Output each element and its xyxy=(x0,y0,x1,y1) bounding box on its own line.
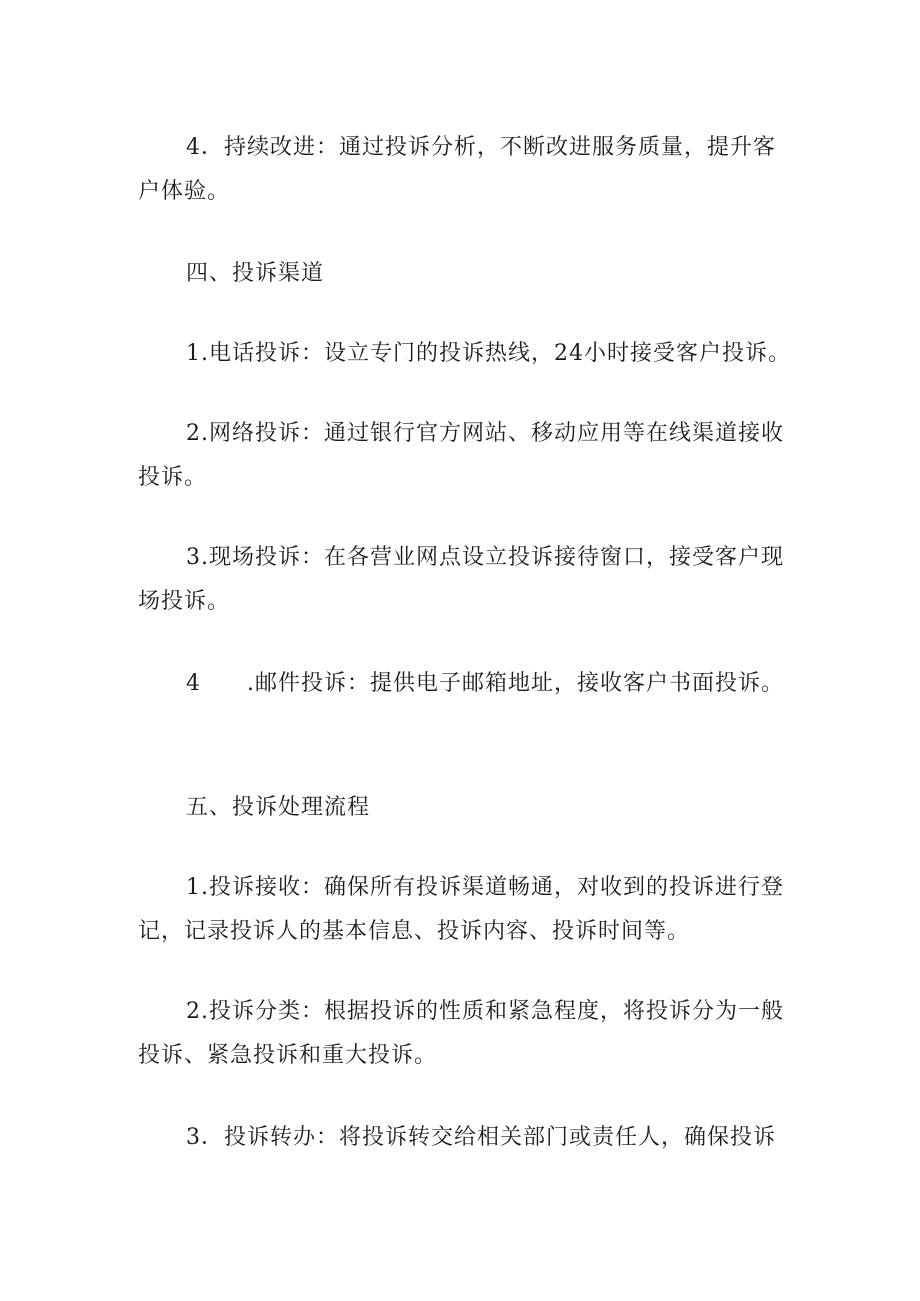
paragraph-complaint-receipt: 1.投诉接收：确保所有投诉渠道畅通，对收到的投诉进行登记，记录投诉人的基本信息、投诉内容、投诉时间等。 xyxy=(138,875,784,944)
paragraph-online-complaint: 2.网络投诉：通过银行官方网站、移动应用等在线渠道接收投诉。 xyxy=(138,421,784,490)
section-heading-complaint-channels: 四、投诉渠道 xyxy=(186,261,325,286)
section-heading-complaint-process: 五、投诉处理流程 xyxy=(186,795,371,820)
paragraph-email-complaint: 4 .邮件投诉：提供电子邮箱地址，接收客户书面投诉。 xyxy=(186,671,784,696)
paragraph-onsite-complaint: 3.现场投诉：在各营业网点设立投诉接待窗口，接受客户现场投诉。 xyxy=(138,545,784,614)
paragraph-complaint-classification: 2.投诉分类：根据投诉的性质和紧急程度，将投诉分为一般投诉、紧急投诉和重大投诉。 xyxy=(138,999,784,1068)
paragraph-phone-complaint: 1.电话投诉：设立专门的投诉热线，24小时接受客户投诉。 xyxy=(186,341,791,366)
paragraph-continuous-improvement: 4．持续改进：通过投诉分析，不断改进服务质量，提升客户体验。 xyxy=(138,135,776,204)
paragraph-complaint-transfer: 3．投诉转办：将投诉转交给相关部门或责任人，确保投诉 xyxy=(186,1125,776,1150)
